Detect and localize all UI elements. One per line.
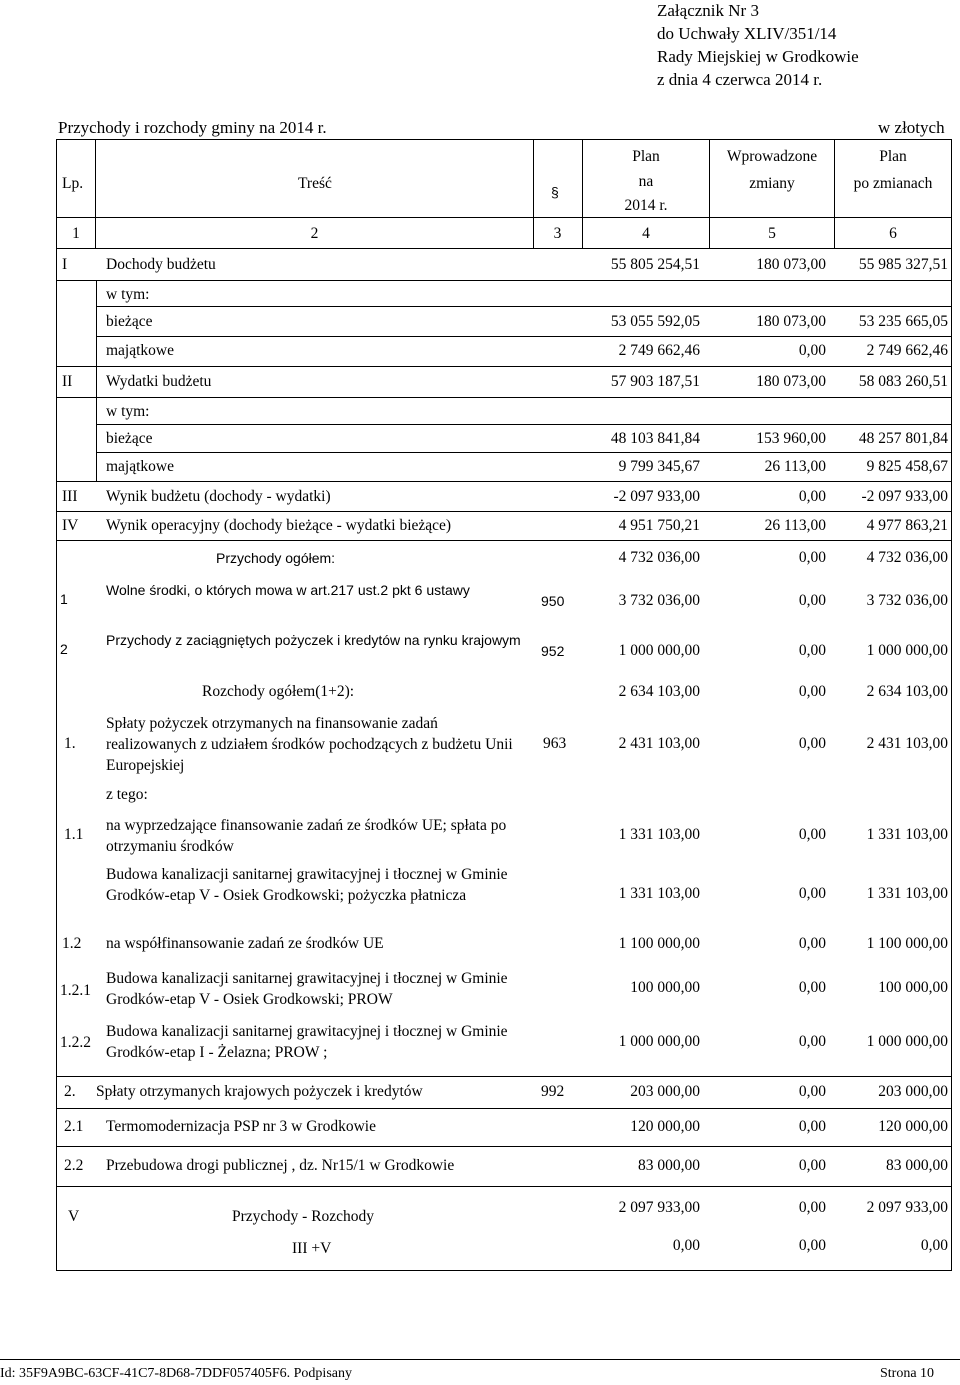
row-plan: 83 000,00 — [638, 1157, 700, 1174]
row-paragraph: 992 — [541, 1083, 565, 1100]
row-lp: 1.2 — [62, 935, 82, 952]
row-text: bieżące — [106, 313, 153, 330]
row-plan: 4 732 036,00 — [618, 549, 700, 566]
row-change: 0,00 — [798, 979, 826, 996]
row-text: Przychody ogółem: — [216, 550, 336, 566]
col-num-1: 1 — [72, 225, 80, 242]
row-text: III +V — [292, 1240, 332, 1257]
row-after: 58 083 260,51 — [858, 373, 948, 390]
header-lp: Lp. — [62, 175, 84, 192]
header-after-1: Plan — [879, 148, 907, 165]
row-plan: 2 431 103,00 — [618, 735, 700, 752]
row-text: Rozchody ogółem(1+2): — [202, 683, 355, 700]
row-text: na współfinansowanie zadań ze środków UE — [106, 935, 384, 952]
header-plan-1: Plan — [632, 148, 660, 165]
row-change: 0,00 — [798, 826, 826, 843]
row-plan: 2 097 933,00 — [618, 1199, 700, 1216]
row-after: 2 634 103,00 — [866, 683, 948, 700]
row-lp: 1.2.2 — [60, 1034, 91, 1051]
row-text: w tym: — [106, 286, 150, 303]
row-change: 0,00 — [798, 1157, 826, 1174]
row-lp: IV — [62, 517, 79, 534]
row-lp: 1 — [60, 591, 68, 607]
row-text: Przebudowa drogi publicznej , dz. Nr15/1 w Grodkowie — [106, 1157, 455, 1174]
row-after: 4 977 863,21 — [866, 517, 948, 534]
row-after: -2 097 933,00 — [861, 488, 948, 505]
row-change: 0,00 — [798, 885, 826, 902]
row-change: 0,00 — [798, 488, 826, 505]
footer-divider — [0, 1359, 960, 1360]
row-text: majątkowe — [106, 458, 175, 475]
unit-label: w złotych — [878, 118, 945, 137]
page-number: Strona 10 — [880, 1366, 935, 1381]
row-after: 2 431 103,00 — [866, 735, 948, 752]
row-change: 153 960,00 — [756, 430, 826, 447]
row-change: 0,00 — [798, 549, 826, 566]
row-plan: 1 100 000,00 — [618, 935, 700, 952]
row-after: 1 331 103,00 — [866, 826, 948, 843]
row-plan: 203 000,00 — [630, 1083, 700, 1100]
row-paragraph: 950 — [541, 593, 565, 609]
row-change: 0,00 — [798, 642, 826, 659]
row-change: 0,00 — [798, 1033, 826, 1050]
row-plan: 55 805 254,51 — [610, 256, 700, 273]
row-plan: 1 000 000,00 — [618, 1033, 700, 1050]
row-text: Termomodernizacja PSP nr 3 w Grodkowie — [106, 1118, 376, 1135]
row-change: 180 073,00 — [756, 256, 826, 273]
row-text: Wynik budżetu (dochody - wydatki) — [106, 488, 331, 505]
row-after: 53 235 665,05 — [858, 313, 948, 330]
header-plan-2: na — [638, 173, 654, 190]
row-change: 0,00 — [798, 1083, 826, 1100]
row-text: Wydatki budżetu — [106, 373, 212, 390]
row-text: Przychody - Rozchody — [232, 1208, 375, 1225]
row-plan: 2 749 662,46 — [618, 342, 700, 359]
header-change-2: zmiany — [749, 175, 795, 192]
row-plan: -2 097 933,00 — [613, 488, 700, 505]
row-lp: II — [62, 373, 73, 390]
row-lp: I — [62, 256, 68, 273]
row-text: Wynik operacyjny (dochody bieżące - wydatki bieżące) — [106, 517, 452, 534]
row-text: Budowa kanalizacji sanitarnej grawitacyjnej i tłocznej w Gminie Grodków-etap I - Żelazna; PROW ; — [106, 1023, 508, 1061]
row-lp: V — [68, 1208, 80, 1225]
document-id: Id: 35F9A9BC-63CF-41C7-8D68-7DDF057405F6. Podpisany — [0, 1366, 352, 1381]
row-paragraph: 952 — [541, 643, 565, 659]
row-plan: 3 732 036,00 — [618, 592, 700, 609]
header-change-1: Wprowadzone — [726, 148, 818, 165]
row-lp: 2.2 — [64, 1157, 84, 1174]
row-change: 0,00 — [798, 1199, 826, 1216]
row-text: Przychody z zaciągniętych pożyczek i kredytów na rynku krajowym — [106, 632, 521, 648]
col-num-3: 3 — [553, 225, 562, 242]
row-lp: 1. — [64, 735, 76, 752]
row-lp: 2 — [60, 641, 68, 657]
row-text: w tym: — [106, 403, 150, 420]
row-after: 1 000 000,00 — [866, 642, 948, 659]
header-after-2: po zmianach — [853, 175, 933, 192]
row-plan: 48 103 841,84 — [610, 430, 700, 447]
attachment-line-3: Rady Miejskiej w Grodkowie — [657, 47, 859, 66]
row-plan: 4 951 750,21 — [618, 517, 700, 534]
row-change: 26 113,00 — [764, 517, 826, 534]
row-plan: 100 000,00 — [630, 979, 700, 996]
row-plan: 1 331 103,00 — [618, 826, 700, 843]
row-lp: 2. — [64, 1083, 76, 1100]
row-text: Spłaty pożyczek otrzymanych na finansowanie zadań realizowanych z udziałem środków pochodzących z budżetu Unii Europejskiej — [106, 715, 513, 774]
row-lp: 1.2.1 — [60, 982, 91, 999]
row-change: 180 073,00 — [756, 373, 826, 390]
col-num-4: 4 — [642, 225, 650, 242]
row-after: 2 097 933,00 — [866, 1199, 948, 1216]
col-num-2: 2 — [310, 225, 319, 242]
row-text: Spłaty otrzymanych krajowych pożyczek i kredytów — [96, 1083, 423, 1100]
row-plan: 1 000 000,00 — [618, 642, 700, 659]
row-change: 0,00 — [798, 592, 826, 609]
row-plan: 1 331 103,00 — [618, 885, 700, 902]
row-after: 3 732 036,00 — [866, 592, 948, 609]
row-change: 0,00 — [798, 342, 826, 359]
row-after: 1 000 000,00 — [866, 1033, 948, 1050]
row-change: 0,00 — [798, 683, 826, 700]
row-change: 0,00 — [798, 735, 826, 752]
row-text: majątkowe — [106, 342, 175, 359]
row-after: 1 331 103,00 — [866, 885, 948, 902]
row-plan: 53 055 592,05 — [610, 313, 700, 330]
row-after: 100 000,00 — [878, 979, 948, 996]
row-change: 26 113,00 — [764, 458, 826, 475]
attachment-line-2: do Uchwały XLIV/351/14 — [657, 24, 837, 43]
attachment-line-1: Załącznik Nr 3 — [657, 1, 759, 20]
row-after: 83 000,00 — [886, 1157, 948, 1174]
row-lp: 2.1 — [64, 1118, 84, 1135]
row-change: 180 073,00 — [756, 313, 826, 330]
row-text: z tego: — [106, 786, 148, 803]
row-change: 0,00 — [798, 1118, 826, 1135]
row-after: 55 985 327,51 — [858, 256, 948, 273]
row-after: 1 100 000,00 — [866, 935, 948, 952]
section-mark: § — [551, 184, 559, 200]
row-change: 0,00 — [798, 935, 826, 952]
row-text: Wolne środki, o których mowa w art.217 ust.2 pkt 6 ustawy — [106, 582, 470, 598]
row-lp: III — [62, 488, 78, 505]
row-plan: 120 000,00 — [630, 1118, 700, 1135]
row-plan: 0,00 — [672, 1237, 700, 1254]
page-title: Przychody i rozchody gminy na 2014 r. — [58, 118, 327, 137]
row-after: 203 000,00 — [878, 1083, 948, 1100]
attachment-line-4: z dnia 4 czerwca 2014 r. — [657, 70, 823, 89]
row-after: 9 825 458,67 — [866, 458, 948, 475]
row-paragraph: 963 — [543, 735, 567, 752]
row-after: 120 000,00 — [878, 1118, 948, 1135]
row-text: na wyprzedzające finansowanie zadań ze środków UE; spłata po otrzymaniu środków — [106, 817, 507, 855]
row-text: Budowa kanalizacji sanitarnej grawitacyjnej i tłocznej w Gminie Grodków-etap V - Osiek Grodkowski; PROW — [106, 970, 508, 1008]
row-after: 0,00 — [920, 1237, 948, 1254]
row-text: Budowa kanalizacji sanitarnej grawitacyjnej i tłocznej w Gminie Grodków-etap V - Osiek Grodkowski; pożyczka płatnicza — [106, 866, 508, 904]
row-plan: 57 903 187,51 — [610, 373, 700, 390]
col-num-6: 6 — [889, 225, 897, 242]
row-text: Dochody budżetu — [106, 256, 216, 273]
row-after: 2 749 662,46 — [866, 342, 948, 359]
header-plan-3: 2014 r. — [624, 197, 668, 214]
row-text: bieżące — [106, 430, 153, 447]
header-tresc: Treść — [298, 175, 332, 192]
col-num-5: 5 — [768, 225, 776, 242]
row-plan: 2 634 103,00 — [618, 683, 700, 700]
row-lp: 1.1 — [64, 826, 84, 843]
row-plan: 9 799 345,67 — [618, 458, 700, 475]
row-after: 48 257 801,84 — [858, 430, 948, 447]
row-change: 0,00 — [798, 1237, 826, 1254]
row-after: 4 732 036,00 — [866, 549, 948, 566]
